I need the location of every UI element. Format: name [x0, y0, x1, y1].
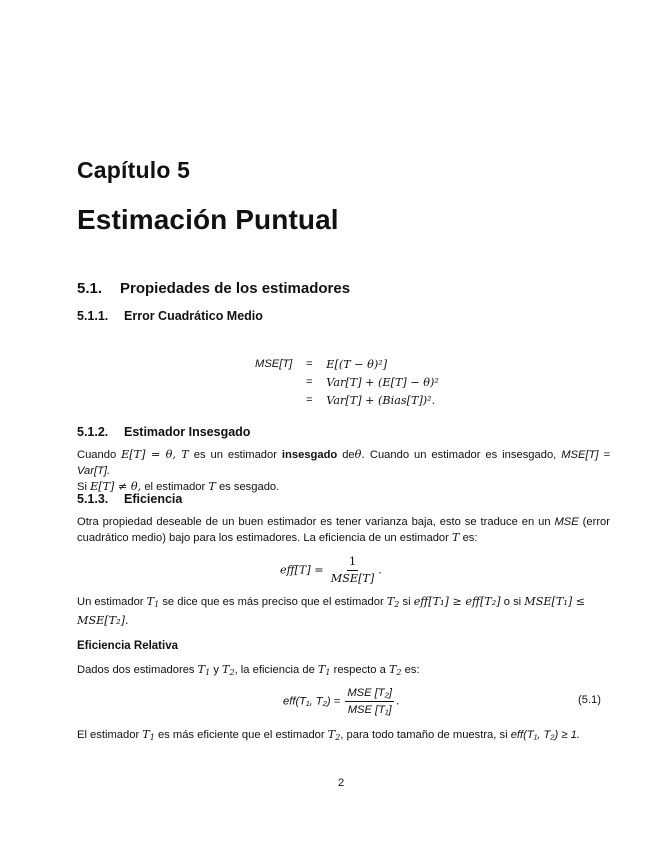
text: , la eficiencia de — [234, 664, 315, 676]
subsection-title: Error Cuadrático Medio — [124, 309, 263, 323]
numerator: 1 — [347, 555, 358, 571]
math: MSE — [554, 516, 579, 528]
paragraph-precision — [77, 594, 610, 629]
efficiency-equation — [280, 555, 382, 586]
math: MSE[T] = Var[T]. — [77, 449, 610, 477]
math: $T_1$ — [197, 663, 211, 677]
text: Un estimador — [77, 596, 144, 608]
subsection-number: 5.1.2. — [77, 425, 109, 439]
math: . — [396, 694, 400, 708]
mse-line-3: Var[T] + (Bias[T])². — [326, 393, 436, 407]
fraction — [345, 686, 394, 717]
mse-lhs: MSE[T] — [255, 358, 293, 370]
text: El estimador — [77, 729, 140, 741]
text: Dados dos estimadores — [77, 664, 195, 676]
paragraph-heading-eficiencia-relativa: Eficiencia Relativa — [77, 640, 178, 652]
math: T — [208, 480, 216, 493]
subsection-title: Eficiencia — [124, 492, 183, 506]
text: de — [342, 449, 355, 461]
text: es: — [462, 532, 478, 544]
text: es más eficiente que el estimador — [157, 729, 325, 741]
eq-sign: = — [306, 358, 313, 370]
text: el estimador — [144, 481, 206, 493]
subscript: 2 — [335, 733, 341, 742]
subsection-number: 5.1.1. — [77, 309, 109, 323]
subsection-number: 5.1.3. — [77, 492, 109, 506]
subsection-heading-5-1-2 — [77, 425, 250, 439]
subsection-title: Estimador Insesgado — [124, 425, 251, 439]
text: se dice que es más preciso que el estimador — [162, 596, 384, 608]
subscript: 1 — [205, 668, 211, 677]
section-heading-5-1 — [77, 280, 350, 297]
mse-equation — [255, 355, 439, 409]
paragraph-eficiencia-relativa — [77, 662, 610, 681]
math: eff(T₁, T₂) = — [283, 695, 341, 708]
subscript: 2 — [394, 600, 400, 609]
text: es sesgado. — [218, 481, 280, 493]
symbol: T — [146, 595, 155, 608]
math: E[T] ≠ θ, — [90, 480, 142, 493]
math: MSE[T₂]. — [77, 614, 129, 627]
text: Si — [77, 481, 87, 493]
subscript: 2 — [229, 668, 235, 677]
symbol: T — [386, 595, 395, 608]
page-number: 2 — [338, 777, 345, 789]
denominator: MSE[T] — [330, 572, 375, 585]
relative-efficiency-equation — [283, 686, 400, 717]
paragraph-conclusion — [77, 727, 610, 746]
text: es: — [404, 664, 420, 676]
math: $T_2$ — [222, 663, 235, 677]
denominator: MSE [T₁] — [347, 704, 392, 716]
numerator: MSE [T₂] — [345, 686, 394, 702]
bold-term: insesgado — [281, 449, 338, 461]
math: MSE[T₁] ≤ — [524, 595, 586, 608]
text: , para todo tamaño de muestra, si — [340, 729, 508, 741]
text: respecto a — [333, 664, 386, 676]
subscript: 1 — [325, 668, 331, 677]
paragraph-eficiencia — [77, 514, 610, 546]
fraction — [329, 555, 376, 586]
math: . — [378, 563, 382, 577]
chapter-label: Capítulo 5 — [77, 157, 191, 183]
text: si — [402, 596, 411, 608]
chapter-title: Estimación Puntual — [77, 204, 339, 235]
math: E[T] = θ, T — [121, 448, 189, 461]
math: eff(T₁, T₂) ≥ 1. — [510, 729, 580, 741]
math: $T_1$ — [142, 728, 155, 742]
text: Otra propiedad deseable de un buen estimador es tener varianza baja, esto se traduce en un — [77, 516, 551, 528]
section-number: 5.1. — [77, 280, 103, 297]
text: y — [213, 664, 219, 676]
paragraph-insesgado — [77, 447, 610, 495]
section-title: Propiedades de los estimadores — [120, 280, 351, 297]
subscript: 2 — [396, 668, 402, 677]
text: es un estimador — [193, 449, 277, 461]
math: T — [452, 531, 460, 544]
text: Cuando un estimador es insesgado, — [369, 449, 557, 461]
math — [147, 595, 160, 608]
mse-line-2: Var[T] + (E[T] − θ)² — [326, 375, 439, 389]
math: eff[T₁] ≥ eff[T₂] — [413, 595, 501, 608]
math: θ. — [354, 448, 365, 461]
eq-sign: = — [306, 376, 313, 388]
math: $T_1$ — [317, 663, 331, 677]
subscript: 1 — [154, 600, 160, 609]
math — [387, 595, 400, 608]
math: eff[T] = — [280, 563, 324, 577]
subsection-heading-5-1-3 — [77, 492, 182, 506]
subscript: 1 — [149, 733, 155, 742]
eq-sign: = — [306, 394, 313, 406]
equation-number: (5.1) — [578, 694, 602, 706]
mse-line-1: E[(T − θ)²] — [326, 357, 388, 371]
math: $T_2$ — [388, 663, 402, 677]
subsection-heading-5-1-1 — [77, 309, 263, 323]
text: o si — [503, 596, 522, 608]
math: $T_2$ — [327, 728, 341, 742]
text: Cuando — [77, 449, 117, 461]
text: (error cuadrático medio) bajo para los estimadores. La eficiencia de un estimador — [77, 516, 611, 544]
